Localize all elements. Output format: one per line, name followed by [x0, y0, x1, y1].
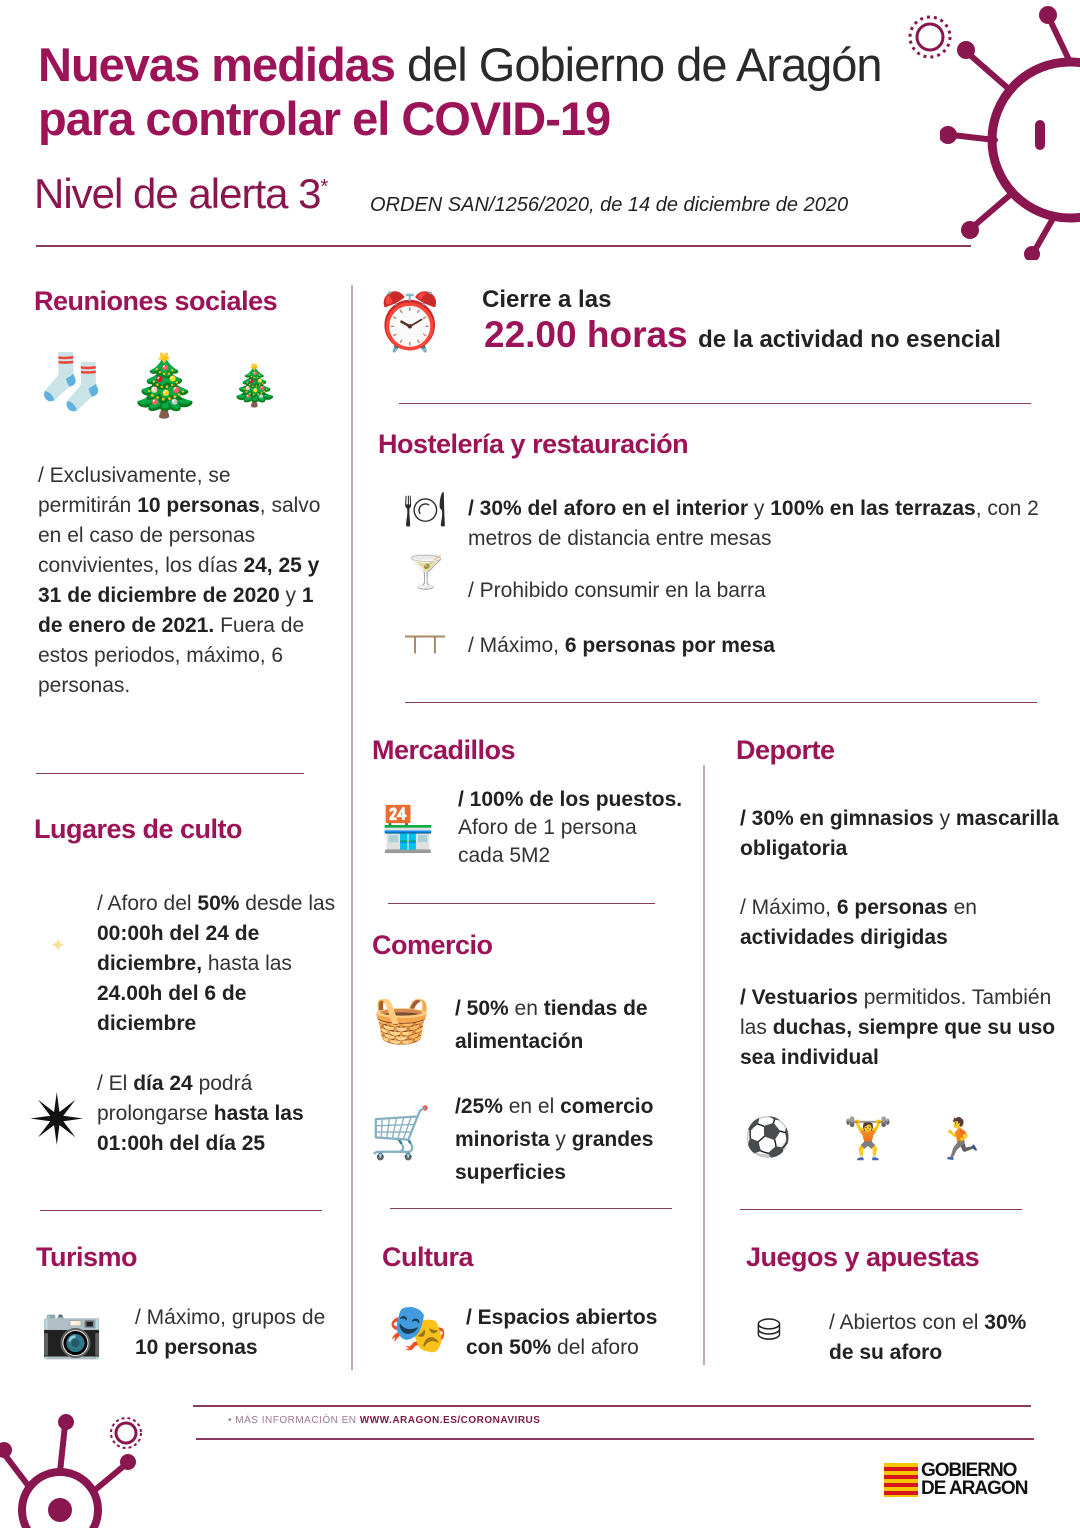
- heading-culto: Lugares de culto: [34, 814, 243, 844]
- text: / Prohibido consumir en la barra: [468, 579, 766, 602]
- christmas-tree-icon: 🎄: [127, 351, 202, 419]
- text: / Abiertos con el: [829, 1311, 985, 1334]
- text: Fuera de estos periodos, máximo, 6 personas.: [38, 614, 305, 697]
- table-chairs-icon: ┬┬: [405, 620, 445, 651]
- heading-deporte: Deporte: [736, 735, 835, 765]
- alert-level-text: Nivel de alerta 3: [34, 170, 321, 217]
- text: / Máximo, grupos de: [135, 1306, 326, 1329]
- divider: [405, 702, 1037, 703]
- divider: [388, 903, 655, 904]
- reuniones-text: [38, 461, 328, 701]
- text: / Aforo del: [97, 892, 198, 915]
- culto-item-1: [97, 889, 347, 1039]
- bold-text: comercio minorista: [455, 1095, 654, 1151]
- text: del aforo: [551, 1336, 639, 1359]
- footer-divider-top: [193, 1405, 1031, 1407]
- divider: [36, 773, 304, 774]
- turismo-text: [135, 1303, 335, 1363]
- heading-hosteleria: Hostelería y restauración: [378, 429, 689, 459]
- text: Aforo de 1 persona cada 5M2: [458, 816, 637, 867]
- bold-text: hasta las 01:00h del día 25: [97, 1102, 304, 1155]
- cloche-icon: 🍽: [403, 491, 447, 529]
- alarm-clock-icon: ⏰: [375, 290, 445, 353]
- virus-icon: [940, 0, 1080, 260]
- text: en: [508, 997, 544, 1020]
- weightlifter-icon: 🏋: [843, 1116, 893, 1161]
- order-reference: ORDEN SAN/1256/2020, de 14 de diciembre de 2020: [370, 194, 849, 216]
- more-info-label: MÁS INFORMACIÓN EN: [235, 1415, 360, 1426]
- heading-juegos: Juegos y apuestas: [746, 1242, 980, 1272]
- culto-item-2: [97, 1069, 347, 1159]
- page-title: [38, 38, 918, 146]
- shopping-cart-icon: 🛒: [369, 1104, 433, 1161]
- stocking-icon: 🧦: [38, 352, 106, 412]
- bold-text: 50%: [197, 892, 240, 915]
- bold-text: / 30% del aforo en el interior: [468, 497, 749, 520]
- text: / El: [97, 1072, 134, 1095]
- star-icon: ✴: [28, 1081, 87, 1159]
- bold-text: 6 personas por mesa: [564, 634, 775, 657]
- bold-text: día 24: [133, 1072, 193, 1095]
- cocktail-icon: 🍸: [406, 554, 446, 590]
- deporte-item-2: [740, 893, 1060, 953]
- bold-text: / 100% de los puestos.: [458, 788, 683, 811]
- more-info-link[interactable]: WWW.ARAGON.ES/CORONAVIRUS: [359, 1415, 541, 1426]
- deporte-item-3: [740, 983, 1070, 1073]
- bold-text: 00:00h del 24 de diciembre,: [97, 922, 260, 975]
- divider: [740, 1209, 1022, 1210]
- deporte-item-1: [740, 804, 1060, 864]
- cierre-rest: de la actividad no esencial: [698, 326, 1001, 353]
- heading-reuniones: Reuniones sociales: [34, 286, 278, 316]
- divider: [40, 1210, 322, 1211]
- heading-turismo: Turismo: [36, 1242, 138, 1272]
- aragon-flag-icon: [884, 1463, 918, 1497]
- comercio-item-2: [455, 1090, 695, 1189]
- bold-text: / Espacios abiertos con 50%: [466, 1306, 658, 1359]
- casino-chips-icon: ⛁: [756, 1313, 782, 1347]
- small-virus-bottom-icon: [108, 1415, 144, 1451]
- text: / Exclusivamente, se permitirán: [38, 464, 231, 517]
- footer-divider-bottom: [196, 1438, 1034, 1440]
- soccer-ball-icon: ⚽: [744, 1117, 792, 1159]
- heading-cultura: Cultura: [382, 1242, 473, 1272]
- bold-text: / 50%: [455, 997, 509, 1020]
- bold-text: / 30% en gimnasios: [740, 807, 934, 830]
- sparkle-icon: ✦: [49, 934, 67, 957]
- juegos-text: [829, 1308, 1029, 1368]
- text: y: [933, 807, 956, 830]
- logo-line2: DE ARAGON: [921, 1478, 1028, 1499]
- divider: [399, 403, 1031, 404]
- cultura-text: [466, 1303, 696, 1363]
- text: en: [947, 896, 977, 919]
- bold-text: Nuevas medidas: [38, 38, 395, 91]
- bold-text: 30% de su aforo: [829, 1311, 1027, 1364]
- bold-text: actividades dirigidas: [740, 926, 948, 949]
- food-basket-icon: 🧺: [373, 992, 431, 1045]
- bold-text: 100% en las terrazas: [770, 497, 976, 520]
- bold-text: 6 personas: [836, 896, 948, 919]
- hosteleria-item-1: [468, 494, 1048, 554]
- bold-text: tiendas de alimentación: [455, 997, 648, 1053]
- bold-text: / Vestuarios: [740, 986, 858, 1009]
- text: en el: [502, 1095, 561, 1118]
- heading-mercadillos: Mercadillos: [372, 735, 516, 765]
- text: podrá prolongarse: [97, 1072, 253, 1125]
- alert-asterisk: *: [320, 176, 328, 198]
- mercadillos-text: [458, 786, 683, 870]
- hosteleria-item-3: [468, 631, 1028, 661]
- text: y: [549, 1128, 572, 1151]
- runner-icon: 🏃: [935, 1117, 985, 1162]
- bold-text: 10 personas: [137, 494, 260, 517]
- ornaments-icon: 🎄: [229, 363, 280, 408]
- gobierno-aragon-logo: [884, 1462, 1027, 1498]
- header-divider: [36, 245, 971, 247]
- column-divider-left: [351, 285, 353, 1370]
- text: y: [748, 497, 771, 520]
- theater-masks-icon: 🎭: [388, 1302, 448, 1356]
- alert-level: [34, 170, 327, 218]
- cierre-time: [484, 314, 1001, 356]
- hosteleria-item-2: [468, 576, 1028, 606]
- bold-text: duchas, siempre que su uso sea individual: [740, 1016, 1056, 1069]
- bold-text: para controlar el COVID-19: [38, 92, 611, 145]
- text: del Gobierno de Aragón: [394, 38, 882, 91]
- text: y: [279, 584, 302, 607]
- text: / Máximo,: [740, 896, 837, 919]
- logo-line1: GOBIERNO: [921, 1460, 1017, 1481]
- bold-text: 24, 25 y 31 de diciembre de 2020: [38, 554, 320, 607]
- bold-text: grandes superficies: [455, 1128, 654, 1184]
- cierre-line1: Cierre a las: [482, 286, 612, 313]
- text: permitidos. También las: [740, 986, 1052, 1039]
- column-divider-right: [703, 765, 705, 1365]
- divider: [390, 1208, 672, 1209]
- bold-text: /25%: [455, 1095, 503, 1118]
- text: hasta las: [202, 952, 292, 975]
- text: desde las: [239, 892, 336, 915]
- bold-text: 1 de enero de 2021.: [38, 584, 314, 637]
- text: , con 2 metros de distancia entre mesas: [468, 497, 1039, 550]
- bold-text: 10 personas: [135, 1336, 258, 1359]
- heading-comercio: Comercio: [372, 930, 493, 960]
- more-info: • MÁS INFORMACIÓN EN WWW.ARAGON.ES/CORONAVIRUS: [228, 1415, 541, 1426]
- comercio-item-1: [455, 992, 695, 1058]
- camera-icon: 📷: [40, 1303, 104, 1360]
- bold-text: 24.00h del 6 de diciembre: [97, 982, 247, 1035]
- market-stall-icon: 🏪: [380, 805, 436, 854]
- text: , salvo en el caso de personas convivientes, los días: [38, 494, 321, 577]
- text: / Máximo,: [468, 634, 565, 657]
- cierre-hour: 22.00 horas: [484, 314, 688, 355]
- bold-text: mascarilla obligatoria: [740, 807, 1059, 860]
